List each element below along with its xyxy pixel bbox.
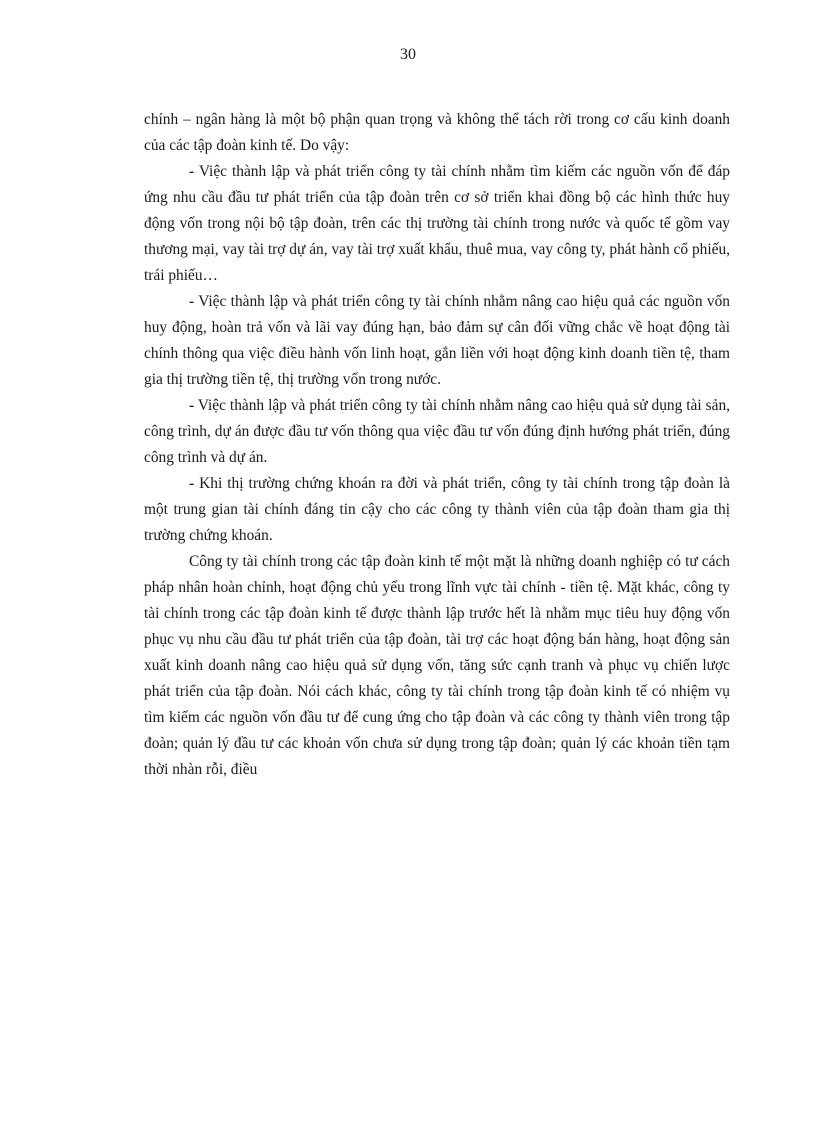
paragraph-text: chính – ngân hàng là một bộ phận quan trọng và không thể tách rời trong cơ cấu kinh doanh của các tập đoàn kinh tế. Do vậy: [144, 111, 730, 154]
bullet-dash: - [189, 163, 195, 180]
paragraph-bullet-asset-efficiency [144, 393, 730, 471]
bullet-dash: - [189, 293, 195, 310]
paragraph-bullet-capital-efficiency [144, 289, 730, 393]
page-number: 30 [400, 46, 416, 63]
paragraph-text: Công ty tài chính trong các tập đoàn kinh tế một mặt là những doanh nghiệp có tư cách pháp nhân hoàn chỉnh, hoạt động chủ yếu trong lĩnh vực tài chính - tiền tệ. Mặt khác, công ty tài chính trong các tập đoàn kinh tế được thành lập trước hết là nhằm mục tiêu huy động vốn phục vụ nhu cầu đầu tư phát triển của tập đoàn, tài trợ các hoạt động bán hàng, hoạt động sản xuất kinh doanh nâng cao hiệu quả sử dụng vốn, tăng sức cạnh tranh và phục vụ chiến lược phát triển của tập đoàn. Nói cách khác, công ty tài chính trong tập đoàn kinh tế có nhiệm vụ tìm kiếm các nguồn vốn đầu tư để cung ứng cho tập đoàn và các công ty thành viên trong tập đoàn; quản lý đầu tư các khoản vốn chưa sử dụng trong tập đoàn; quản lý các khoản tiền tạm thời nhàn rỗi, điều [144, 553, 730, 778]
body-text [144, 107, 730, 783]
paragraph-text: Việc thành lập và phát triển công ty tài chính nhằm nâng cao hiệu quả sử dụng tài sản, công trình, dự án được đầu tư vốn thông qua việc đầu tư vốn đúng định hướng phát triển, đúng công trình và dự án. [144, 397, 730, 466]
paragraph-text: Việc thành lập và phát triển công ty tài chính nhằm tìm kiếm các nguồn vốn để đáp ứng nhu cầu đầu tư phát triển của tập đoàn trên cơ sở triển khai đồng bộ các hình thức huy động vốn trong nội bộ tập đoàn, trên các thị trường tài chính trong nước và quốc tế gồm vay thương mại, vay tài trợ dự án, vay tài trợ xuất khẩu, thuê mua, vay công ty, phát hành cổ phiếu, trái phiếu… [144, 163, 730, 284]
paragraph-bullet-securities-market [144, 471, 730, 549]
paragraph-text: Việc thành lập và phát triển công ty tài chính nhằm nâng cao hiệu quả các nguồn vốn huy động, hoàn trả vốn và lãi vay đúng hạn, bảo đảm sự cân đối vững chắc về hoạt động tài chính thông qua việc điều hành vốn linh hoạt, gắn liền với hoạt động kinh doanh tiền tệ, tham gia thị trường tiền tệ, thị trường vốn trong nước. [144, 293, 730, 388]
bullet-dash: - [189, 475, 195, 492]
paragraph-finance-company-role [144, 549, 730, 783]
paragraph-bullet-capital-sourcing [144, 159, 730, 289]
paragraph-continuation [144, 107, 730, 159]
paragraph-text: Khi thị trường chứng khoán ra đời và phát triển, công ty tài chính trong tập đoàn là một trung gian tài chính đáng tin cậy cho các công ty thành viên của tập đoàn tham gia thị trường chứng khoán. [144, 475, 730, 544]
bullet-dash: - [189, 397, 195, 414]
